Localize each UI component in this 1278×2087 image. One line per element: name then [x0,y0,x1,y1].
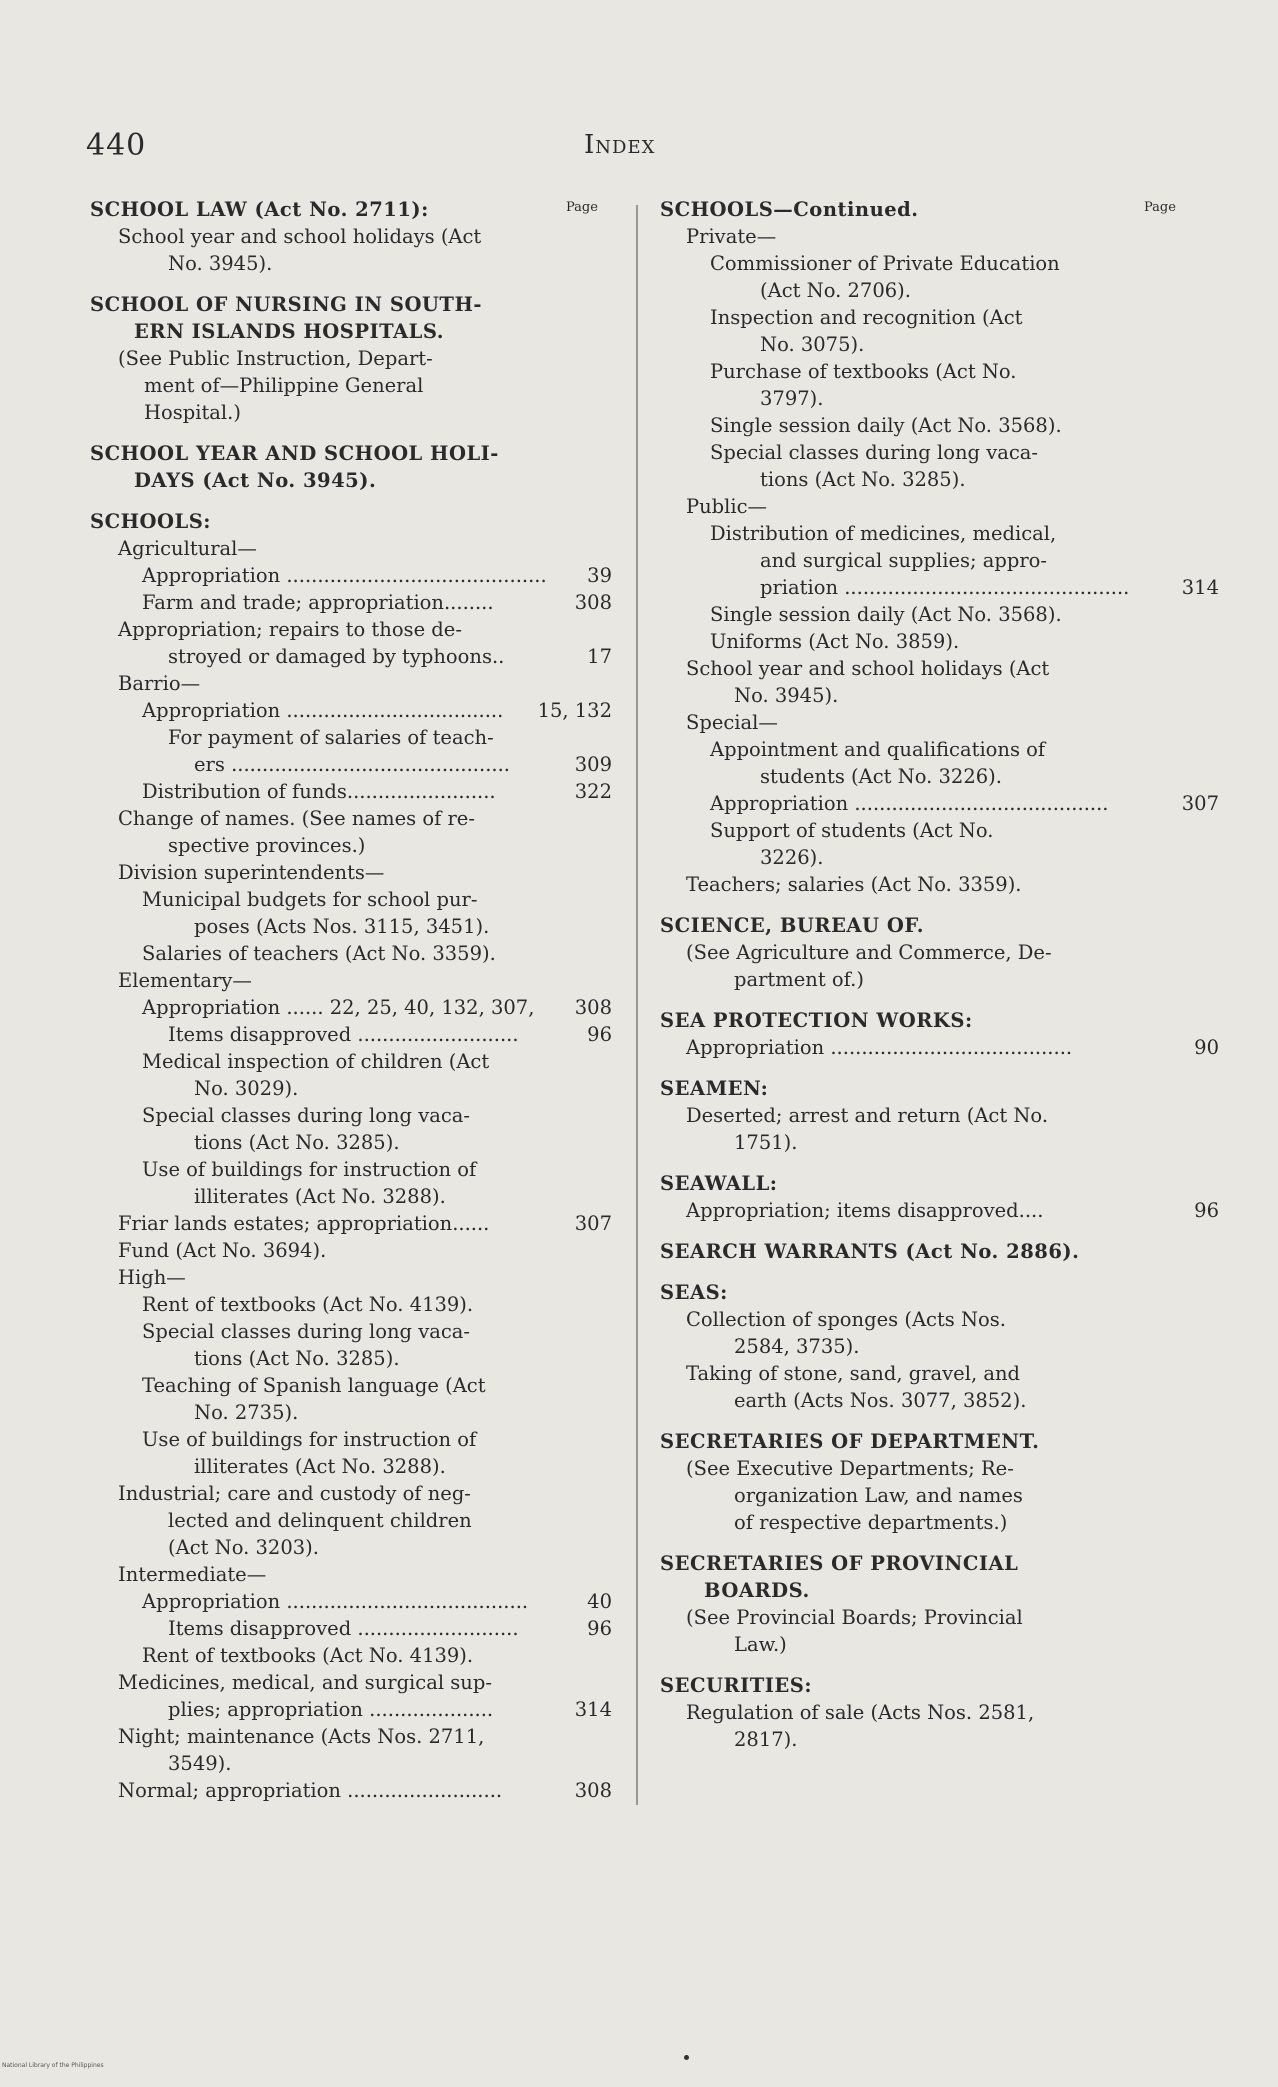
index-entry [90,1372,612,1399]
index-heading [660,1428,1218,1455]
entry-text: Collection of sponges (Acts Nos. [686,1308,1006,1331]
entry-text: No. 3945). [734,684,839,707]
index-heading [90,318,612,345]
index-entry [90,1102,612,1129]
index-entry [90,372,612,399]
entry-text: Single session daily (Act No. 3568). [710,603,1062,626]
page-reference: 17 [587,645,612,668]
page-reference: 40 [587,1590,612,1613]
entry-text: Elementary— [118,969,252,992]
entry-text: Special classes during long vaca- [142,1320,470,1343]
index-entry [90,1183,612,1210]
entry-text: priation .............................................. [760,576,1130,599]
entry-text: 2584, 3735). [734,1335,860,1358]
page-reference: 90 [1194,1036,1219,1059]
index-entry [90,616,612,643]
index-entry [660,1604,1218,1631]
entry-text: Regulation of sale (Acts Nos. 2581, [686,1701,1035,1724]
index-entry [90,832,612,859]
index-entry [660,817,1218,844]
entry-text: Intermediate— [118,1563,267,1586]
entry-text: Appropriation .......................................... [142,564,547,587]
index-entry [660,844,1218,871]
entry-text: ment of—Philippine General [144,374,424,397]
entry-text: Use of buildings for instruction of [142,1158,477,1181]
index-heading [660,1007,1218,1034]
entry-text: illiterates (Act No. 3288). [194,1185,446,1208]
index-entry [90,1480,612,1507]
entry-text: SCHOOL LAW (Act No. 2711): [90,198,429,221]
index-entry [660,1306,1218,1333]
entry-text: School year and school holidays (Act [118,225,482,248]
page-reference: 307 [1181,792,1219,815]
entry-text: SCHOOL OF NURSING IN SOUTH- [90,293,482,316]
entry-text: (See Agriculture and Commerce, De- [686,941,1052,964]
index-entry [90,1399,612,1426]
page-mark [684,2055,689,2060]
entry-text: (See Public Instruction, Depart- [118,347,433,370]
index-entry [90,913,612,940]
index-entry [660,682,1218,709]
page-reference: 307 [574,1212,612,1235]
entry-text: No. 2735). [194,1401,299,1424]
index-entry [660,493,1218,520]
index-entry [660,1482,1218,1509]
entry-text: Normal; appropriation ......................... [118,1779,503,1802]
index-heading [90,196,612,223]
index-entry [90,1615,612,1642]
index-heading [660,1550,1218,1577]
index-entry [90,535,612,562]
index-entry [90,1156,612,1183]
entry-text: No. 3029). [194,1077,299,1100]
entry-text: Items disapproved .......................... [168,1023,519,1046]
index-entry [90,1588,612,1615]
index-entry [90,1723,612,1750]
index-entry [660,1455,1218,1482]
index-heading [660,1075,1218,1102]
entry-text: Taking of stone, sand, gravel, and [686,1362,1021,1385]
entry-text: tions (Act No. 3285). [194,1131,400,1154]
index-entry [660,790,1218,817]
index-entry [660,520,1218,547]
index-entry [660,601,1218,628]
index-heading [660,1238,1218,1265]
entry-text: Teachers; salaries (Act No. 3359). [686,873,1022,896]
index-entry [90,643,612,670]
entry-text: High— [118,1266,186,1289]
entry-text: Industrial; care and custody of neg- [118,1482,471,1505]
entry-text: Night; maintenance (Acts Nos. 2711, [118,1725,485,1748]
entry-text: Appropriation ...... 22, 25, 40, 132, 307, [142,996,535,1019]
entry-text: Uniforms (Act No. 3859). [710,630,960,653]
entry-text: Appointment and qualifications of [710,738,1046,761]
index-entry [660,1360,1218,1387]
entry-text: DAYS (Act No. 3945). [134,469,377,492]
entry-text: Law.) [734,1633,787,1656]
entry-text: spective provinces.) [168,834,366,857]
page-reference: 308 [574,591,612,614]
entry-text: Friar lands estates; appropriation...... [118,1212,490,1235]
entry-text: SCHOOLS: [90,510,211,533]
index-heading [660,1672,1218,1699]
entry-text: SEARCH WARRANTS (Act No. 2886). [660,1240,1080,1263]
entry-text: Fund (Act No. 3694). [118,1239,327,1262]
entry-text: Division superintendents— [118,861,385,884]
index-entry [660,385,1218,412]
entry-text: SCHOOLS—Continued. [660,198,919,221]
index-entry [90,1426,612,1453]
entry-text: No. 3945). [168,252,273,275]
index-entry [90,724,612,751]
entry-text: tions (Act No. 3285). [760,468,966,491]
entry-text: (See Executive Departments; Re- [686,1457,1014,1480]
left-column [90,196,612,1804]
entry-text: Distribution of medicines, medical, [710,522,1057,545]
index-entry [660,439,1218,466]
index-entry [90,1534,612,1561]
index-entry [660,1387,1218,1414]
entry-text: SEAS: [660,1281,728,1304]
index-entry [660,709,1218,736]
index-entry [90,697,612,724]
entry-text: (See Provincial Boards; Provincial [686,1606,1023,1629]
entry-text: SECRETARIES OF DEPARTMENT. [660,1430,1040,1453]
entry-text: Special classes during long vaca- [142,1104,470,1127]
entry-text: Public— [686,495,768,518]
index-entry [660,966,1218,993]
page-reference: 15, 132 [537,699,612,722]
index-entry [660,736,1218,763]
entry-text: of respective departments.) [734,1511,1008,1534]
index-entry [90,859,612,886]
index-entry [90,1777,612,1804]
index-entry [660,1726,1218,1753]
index-entry [90,670,612,697]
entry-text: Barrio— [118,672,201,695]
index-entry [660,1509,1218,1536]
entry-text: organization Law, and names [734,1484,1023,1507]
entry-text: Teaching of Spanish language (Act [142,1374,486,1397]
index-entry [90,1048,612,1075]
index-entry [90,940,612,967]
index-entry [660,1333,1218,1360]
page-number: 440 [86,128,147,163]
entry-text: SCHOOL YEAR AND SCHOOL HOLI- [90,442,499,465]
index-entry [660,412,1218,439]
page-reference: 314 [574,1698,612,1721]
index-entry [90,778,612,805]
index-entry [90,1075,612,1102]
entry-text: tions (Act No. 3285). [194,1347,400,1370]
entry-text: SEAMEN: [660,1077,769,1100]
entry-text: illiterates (Act No. 3288). [194,1455,446,1478]
index-entry [660,466,1218,493]
index-entry [660,547,1218,574]
running-head: Index [584,130,656,160]
entry-text: Items disapproved .......................... [168,1617,519,1640]
index-entry [660,939,1218,966]
entry-text: Farm and trade; appropriation........ [142,591,494,614]
index-entry [90,1669,612,1696]
entry-text: Appropriation ................................... [142,699,504,722]
index-entry [90,967,612,994]
index-entry [660,1699,1218,1726]
entry-text: lected and delinquent children [168,1509,472,1532]
entry-text: Agricultural— [118,537,257,560]
entry-text: ERN ISLANDS HOSPITALS. [134,320,445,343]
index-heading [660,1170,1218,1197]
index-entry [90,223,612,250]
index-entry [90,589,612,616]
index-entry [660,277,1218,304]
index-entry [90,250,612,277]
index-entry [90,1129,612,1156]
entry-text: SCIENCE, BUREAU OF. [660,914,925,937]
index-entry [660,1197,1218,1224]
entry-text: For payment of salaries of teach- [168,726,494,749]
index-entry [90,1507,612,1534]
index-entry [660,871,1218,898]
entry-text: poses (Acts Nos. 3115, 3451). [194,915,490,938]
entry-text: Salaries of teachers (Act No. 3359). [142,942,496,965]
index-entry [90,1453,612,1480]
entry-text: Appropriation ....................................... [142,1590,529,1613]
entry-text: SEAWALL: [660,1172,778,1195]
entry-text: BOARDS. [704,1579,810,1602]
index-entry [660,574,1218,601]
index-entry [90,345,612,372]
entry-text: SECRETARIES OF PROVINCIAL [660,1552,1019,1575]
entry-text: partment of.) [734,968,864,991]
entry-text: (Act No. 3203). [168,1536,319,1559]
entry-text: Deserted; arrest and return (Act No. [686,1104,1049,1127]
entry-text: Use of buildings for instruction of [142,1428,477,1451]
index-entry [90,1291,612,1318]
index-entry [90,562,612,589]
index-heading [660,912,1218,939]
entry-text: 1751). [734,1131,798,1154]
entry-text: Appropriation ....................................... [686,1036,1073,1059]
entry-text: 3226). [760,846,824,869]
index-entry [660,763,1218,790]
entry-text: Appropriation ......................................... [710,792,1109,815]
index-entry [90,1642,612,1669]
entry-text: 3549). [168,1752,232,1775]
index-heading [90,467,612,494]
entry-text: ers ............................................. [194,753,510,776]
entry-text: School year and school holidays (Act [686,657,1050,680]
index-entry [90,805,612,832]
index-entry [90,994,612,1021]
index-entry [90,1561,612,1588]
entry-text: Rent of textbooks (Act No. 4139). [142,1644,474,1667]
entry-text: Special classes during long vaca- [710,441,1038,464]
page-reference: 39 [587,564,612,587]
entry-text: Medicines, medical, and surgical sup- [118,1671,492,1694]
index-entry [90,751,612,778]
entry-text: Support of students (Act No. [710,819,994,842]
page-reference: 96 [1194,1199,1219,1222]
entry-text: and surgical supplies; appro- [760,549,1048,572]
index-heading [90,440,612,467]
entry-text: No. 3075). [760,333,865,356]
page-reference: 308 [574,1779,612,1802]
index-entry [660,1631,1218,1658]
left-page-label: Page [566,200,598,215]
entry-text: Appropriation; repairs to those de- [118,618,462,641]
index-entry [90,1750,612,1777]
index-entry [660,358,1218,385]
entry-text: Purchase of textbooks (Act No. [710,360,1017,383]
index-entry [90,1210,612,1237]
index-heading [660,1279,1218,1306]
page-reference: 96 [587,1617,612,1640]
entry-text: (Act No. 2706). [760,279,911,302]
right-column [660,196,1218,1753]
entry-text: Medical inspection of children (Act [142,1050,490,1073]
index-entry [660,250,1218,277]
index-entry [90,1696,612,1723]
entry-text: Appropriation; items disapproved.... [686,1199,1044,1222]
index-entry [90,1345,612,1372]
entry-text: 3797). [760,387,824,410]
index-entry [90,399,612,426]
page-reference: 96 [587,1023,612,1046]
index-entry [660,1102,1218,1129]
index-entry [90,1264,612,1291]
entry-text: SEA PROTECTION WORKS: [660,1009,973,1032]
entry-text: Change of names. (See names of re- [118,807,475,830]
entry-text: Municipal budgets for school pur- [142,888,478,911]
column-divider [636,205,638,1805]
entry-text: Distribution of funds........................ [142,780,496,803]
index-entry [660,655,1218,682]
page-reference: 309 [574,753,612,776]
index-entry [90,1021,612,1048]
entry-text: Single session daily (Act No. 3568). [710,414,1062,437]
entry-text: Inspection and recognition (Act [710,306,1023,329]
index-heading [660,1577,1218,1604]
index-entry [90,886,612,913]
index-heading [90,291,612,318]
index-entry [660,628,1218,655]
entry-text: Hospital.) [144,401,241,424]
index-entry [90,1318,612,1345]
footer-credit: National Library of the Philippines [2,2062,104,2069]
page-reference: 308 [574,996,612,1019]
entry-text: SECURITIES: [660,1674,813,1697]
index-entry [90,1237,612,1264]
entry-text: 2817). [734,1728,798,1751]
entry-text: Commissioner of Private Education [710,252,1060,275]
index-entry [660,304,1218,331]
entry-text: Private— [686,225,777,248]
right-page-label: Page [1144,200,1176,215]
entry-text: stroyed or damaged by typhoons.. [168,645,505,668]
index-entry [660,1129,1218,1156]
index-heading [90,508,612,535]
index-entry [660,1034,1218,1061]
index-entry [660,223,1218,250]
entry-text: Rent of textbooks (Act No. 4139). [142,1293,474,1316]
entry-text: earth (Acts Nos. 3077, 3852). [734,1389,1027,1412]
entry-text: Special— [686,711,778,734]
index-entry [660,331,1218,358]
entry-text: students (Act No. 3226). [760,765,1002,788]
page-reference: 322 [574,780,612,803]
entry-text: plies; appropriation .................... [168,1698,494,1721]
page-reference: 314 [1181,576,1219,599]
index-heading [660,196,1218,223]
